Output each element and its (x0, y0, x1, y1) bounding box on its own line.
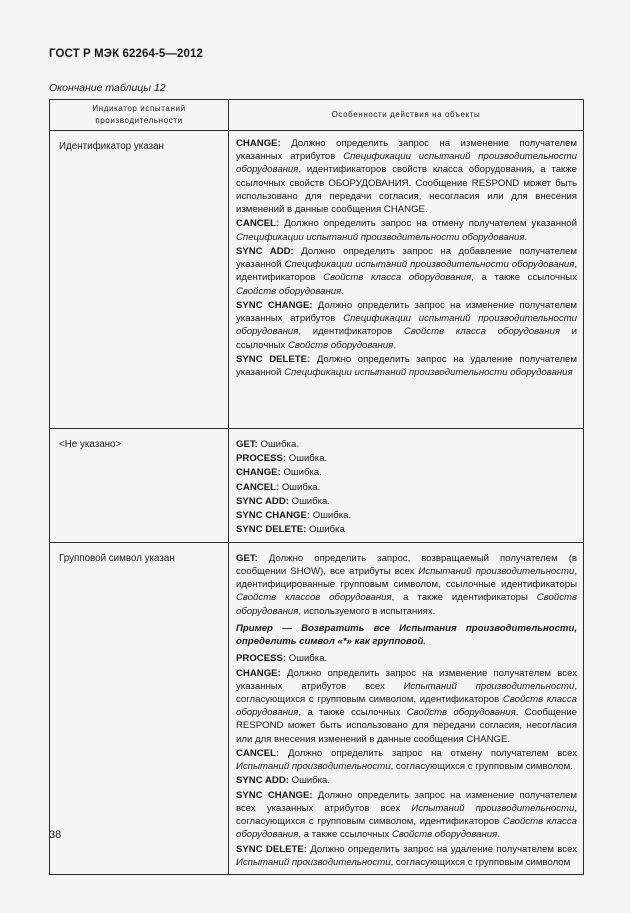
verb-line: SYNC DELETE: Ошибка (236, 524, 345, 536)
effects-cell (229, 429, 584, 543)
verb-line: GET: Ошибка. (236, 439, 299, 450)
effects-cell (229, 542, 584, 874)
header-indicator-line2: производительности (95, 116, 183, 125)
indicator-cell: <Не указано> (50, 429, 229, 543)
verb-paragraph: CHANGE: Должно определить запрос на изменение получателем указанных атрибутов Спецификации испытаний производительности оборудования, идентификаторов свойств класса оборудования, а также ссылочных свойств ОБОРУДОВАНИЯ. Сообщение RESPOND может быть использовано для передачи согласия, несогласия или для внесения изменений в данные сообщения CHANGE. (236, 138, 577, 216)
document-header: ГОСТ Р МЭК 62264-5—2012 (49, 48, 203, 60)
verb-line: CHANGE: Ошибка. (236, 467, 322, 479)
header-effects: Особенности действия на объекты (229, 100, 584, 131)
verb-paragraph: PROCESS: Ошибка. (236, 653, 328, 665)
verb-paragraph: SYNC ADD: Ошибка. (236, 775, 331, 787)
verb-paragraph: SYNC CHANGE: Должно определить запрос на изменение получателем указанных атрибутов Спецификации испытаний производительности оборудования, идентификаторов Свойств класса оборудования и ссылочных Свойств оборудования. (236, 299, 578, 351)
verb-paragraph: CANCEL: Должно определить запрос на отмену получателем указанной Спецификации испытаний производительности оборудования. (236, 218, 577, 243)
verb-line: CANCEL: Ошибка. (236, 481, 321, 493)
table-caption: Окончание таблицы 12 (49, 82, 166, 94)
verb-paragraph: CHANGE: Должно определить запрос на изменение получателем всех указанных атрибутов всех Испытаний производительности, согласующихся с групповым символом, идентификаторов Свойств класса оборудования, а также ссылочных Свойств оборудования. Сообщение RESPOND может быть использовано для передачи согласия, несогласия или для внесения изменений в данные сообщения CHANGE. (236, 667, 578, 745)
table-row (50, 429, 584, 543)
actions-table (49, 99, 584, 875)
verb-paragraph: SYNC ADD: Должно определить запрос на добавление получателем указанной Спецификации испытаний производительности оборудования, идентификаторов Свойств класса оборудования, а также ссылочных Свойств оборудования. (236, 245, 578, 297)
effects-cell (229, 131, 584, 429)
verb-paragraph: SYNC DELETE: Должно определить запрос на удаление получателем указанной Спецификации испытаний производительности оборудования (236, 353, 577, 378)
page-number: 38 (49, 829, 62, 841)
indicator-cell: Идентификатор указан (50, 131, 229, 429)
verb-line: SYNC CHANGE: Ошибка. (236, 510, 352, 522)
table-row (50, 131, 584, 429)
table-header-row (50, 100, 584, 131)
indicator-cell: Групповой символ указан (50, 542, 229, 874)
verb-paragraph: GET: Должно определить запрос, возвращаемый получателем (в сообщении SHOW), все атрибуты всех Испытаний производительности, идентифицированные групповым символом, ссылочные идентификаторы Свойств классов оборудования, а также идентификаторы Свойств оборудования, используемого в испытаниях. (236, 552, 577, 617)
table-row (50, 542, 584, 874)
verb-line: SYNC ADD: Ошибка. (236, 495, 331, 507)
verb-paragraph: SYNC DELETE: Должно определить запрос на удаление получателем всех Испытаний производительности, согласующихся с групповым символом (236, 843, 577, 868)
verb-paragraph: CANCEL: Должно определить запрос на отмену получателем всех Испытаний производительности, согласующихся с групповым символом. (236, 747, 577, 773)
header-indicator (50, 100, 229, 131)
verb-paragraph: SYNC CHANGE: Должно определить запрос на изменение получателем всех указанных атрибутов всех Испытаний производительности, согласующихся с групповым символом, идентификаторов Свойств класса оборудования, а также ссылочных Свойств оборудования. (236, 789, 578, 841)
example-note: Пример — Возвратить все Испытания производительности, определить символ «*» как групповой. (236, 622, 577, 648)
header-indicator-line1: Индикатор испытаний (92, 104, 186, 113)
verb-line: PROCESS: Ошибка. (236, 453, 328, 465)
